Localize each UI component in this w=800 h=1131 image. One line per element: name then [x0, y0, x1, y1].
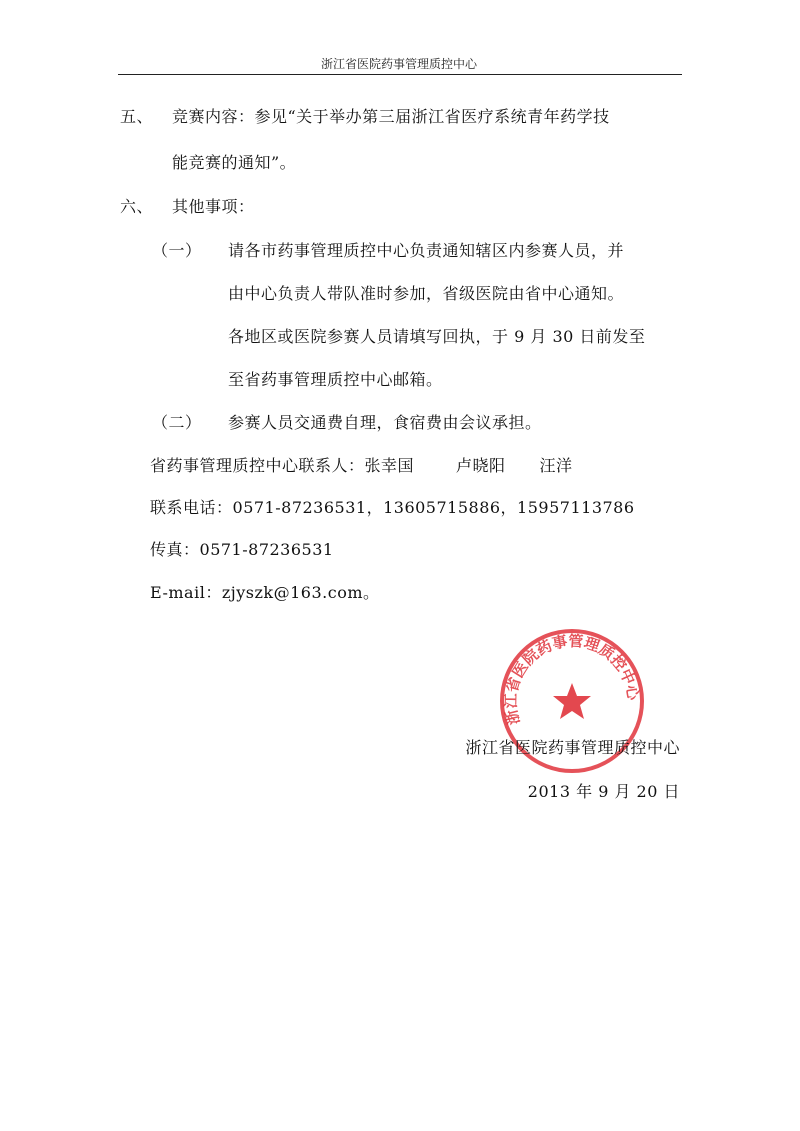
page-header: 浙江省医院药事管理质控中心 [320, 57, 477, 71]
item1-number: （一） [152, 241, 202, 260]
contact-person-1: 张幸国 [364, 456, 415, 475]
section6-number: 六、 [120, 197, 154, 216]
signature-date: 2013 年 9 月 20 日 [527, 782, 680, 801]
section5-number: 五、 [120, 107, 154, 126]
fax-label: 传真： [150, 540, 200, 559]
contacts-line [150, 453, 573, 476]
item1-line3: 各地区或医院参赛人员请填写回执，于 9 月 30 日前发至 [228, 327, 646, 346]
item1-line1: 请各市药事管理质控中心负责通知辖区内参赛人员，并 [228, 241, 625, 260]
item2-text: 参赛人员交通费自理，食宿费由会议承担。 [228, 413, 542, 432]
email-line [150, 580, 380, 603]
section5-text-line2: 能竞赛的通知”。 [172, 153, 297, 172]
item2-number: （二） [152, 413, 202, 432]
contact-person-2: 卢晓阳 [456, 456, 506, 475]
fax-line [150, 537, 334, 560]
item1-line2: 由中心负责人带队准时参加，省级医院由省中心通知。 [228, 284, 625, 303]
contact-person-3: 汪洋 [539, 456, 573, 475]
item1-line4: 至省药事管理质控中心邮箱。 [228, 370, 443, 389]
section6-title: 其他事项： [172, 197, 255, 216]
phone-value: 0571-87236531，13605715886，15957113786 [232, 498, 635, 517]
email-label: E-mail： [150, 583, 222, 602]
seal-star-icon [553, 683, 591, 719]
fax-value: 0571-87236531 [199, 540, 334, 559]
seal-text: 浙江省医院药事管理质控中心 [501, 631, 643, 727]
phone-label: 联系电话： [150, 498, 233, 517]
section5-text-line1: 竞赛内容：参见“关于举办第三届浙江省医疗系统青年药学技 [172, 107, 610, 126]
contacts-label: 省药事管理质控中心联系人： [150, 456, 365, 475]
header-rule [118, 74, 682, 75]
signature-org: 浙江省医院药事管理质控中心 [465, 738, 680, 757]
phone-line [150, 495, 635, 518]
email-value: zjyszk@163.com。 [221, 583, 380, 602]
